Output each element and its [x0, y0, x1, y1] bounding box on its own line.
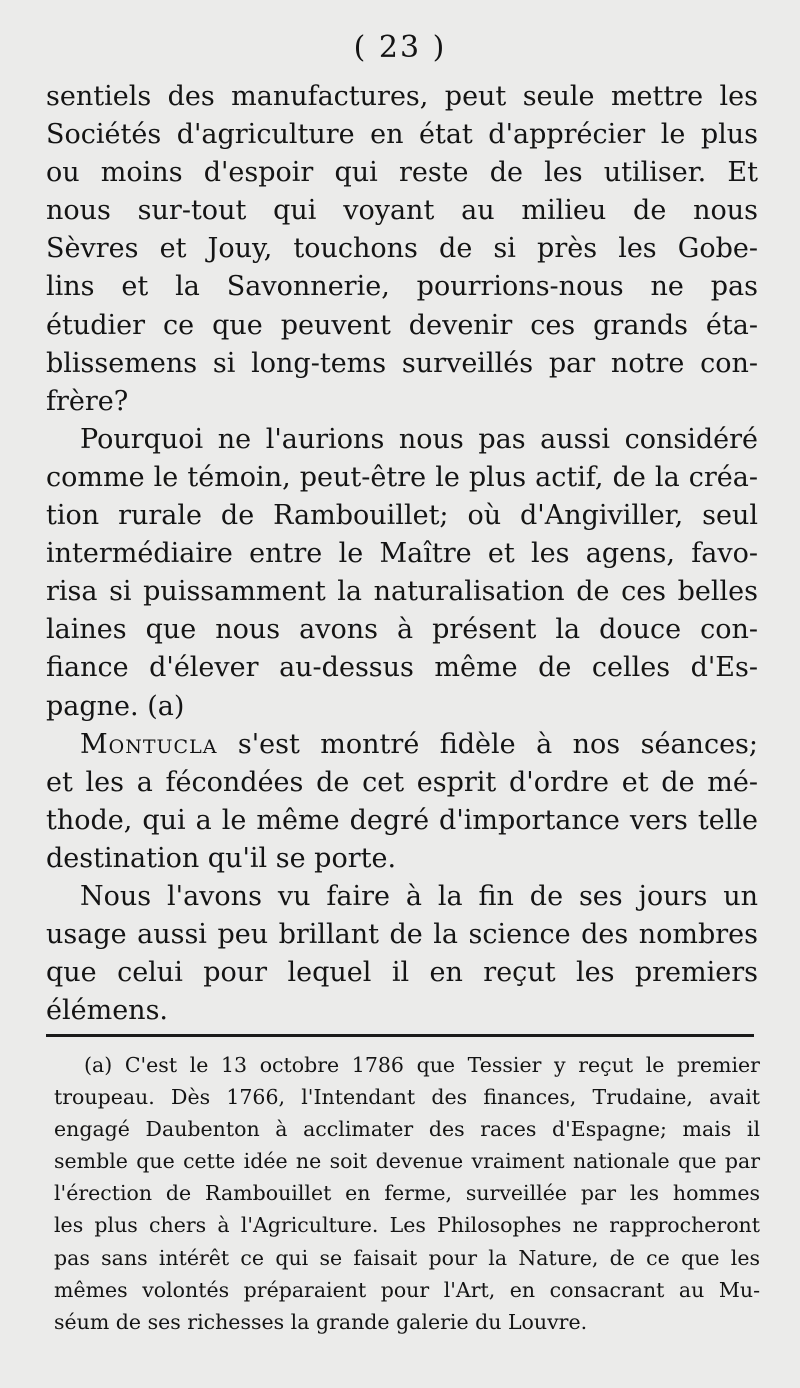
- text-line: que celui pour lequel il en reçut les premiers: [46, 957, 758, 989]
- footnote-line: (a) C'est le 13 octobre 1786 que Tessier y reçut le premier: [84, 1053, 760, 1077]
- text-line: fiance d'élever au-dessus même de celles d'Es-: [46, 652, 758, 684]
- text-line: sentiels des manufactures, peut seule mettre les: [46, 81, 758, 112]
- text-line: destination qu'il se porte.: [46, 842, 397, 874]
- author-name: Montucla: [80, 728, 218, 760]
- text-line: lins et la Savonnerie, pourrions-nous ne pas: [46, 271, 758, 303]
- body-text: [46, 78, 758, 1030]
- text-line: nous sur-tout qui voyant au milieu de nous: [46, 195, 758, 227]
- footnote: [54, 1049, 760, 1338]
- text-line: usage aussi peu brillant de la science des nombres: [46, 919, 758, 951]
- text-line: Pourquoi ne l'aurions nous pas aussi considéré: [80, 423, 758, 455]
- text-line: Montucla s'est montré fidèle à nos séances;: [80, 728, 758, 760]
- text-line: comme le témoin, peut-être le plus actif, de la créa-: [46, 461, 758, 493]
- text-line: Nous l'avons vu faire à la fin de ses jours un: [80, 880, 758, 912]
- footnote-line: mêmes volontés préparaient pour l'Art, en consacrant au Mu-: [54, 1277, 760, 1302]
- text-line: tion rurale de Rambouillet; où d'Angiviller, seul: [46, 500, 758, 532]
- footnote-line: engagé Daubenton à acclimater des races d'Espagne; mais il: [54, 1117, 760, 1142]
- text-line: thode, qui a le même degré d'importance vers telle: [46, 804, 758, 836]
- footnote-divider: [46, 1034, 754, 1037]
- text-line: laines que nous avons à présent la douce con-: [46, 614, 758, 646]
- page-number: ( 23 ): [353, 30, 447, 65]
- footnote-line: les plus chers à l'Agriculture. Les Philosophes ne rapprocheront: [54, 1213, 760, 1238]
- text-line: risa si puissamment la naturalisation de ces belles: [46, 576, 758, 608]
- text-line: intermédiaire entre le Maître et les agens, favo-: [46, 538, 758, 570]
- text-line: étudier ce que peuvent devenir ces grands éta-: [46, 309, 758, 341]
- footnote-line: troupeau. Dès 1766, l'Intendant des finances, Trudaine, avait: [54, 1085, 760, 1110]
- text-line: blissemens si long-tems surveillés par notre con-: [46, 347, 758, 379]
- text-line: frère?: [46, 385, 129, 417]
- text-line: pagne. (a): [46, 690, 185, 722]
- footnote-line: semble que cette idée ne soit devenue vraiment nationale que par: [54, 1149, 760, 1174]
- text-line: ou moins d'espoir qui reste de les utiliser. Et: [46, 157, 758, 189]
- footnote-line: pas sans intérêt ce qui se faisait pour la Nature, de ce que les: [54, 1245, 760, 1270]
- text-line: élémens.: [46, 995, 169, 1027]
- text-line: et les a fécondées de cet esprit d'ordre et de mé-: [46, 766, 758, 798]
- footnote-line: l'érection de Rambouillet en ferme, surveillée par les hommes: [54, 1181, 760, 1206]
- text-line: Sèvres et Jouy, touchons de si près les Gobe-: [46, 233, 758, 265]
- footnote-line: séum de ses richesses la grande galerie du Louvre.: [54, 1309, 588, 1334]
- text-line: Sociétés d'agriculture en état d'apprécier le plus: [46, 119, 758, 151]
